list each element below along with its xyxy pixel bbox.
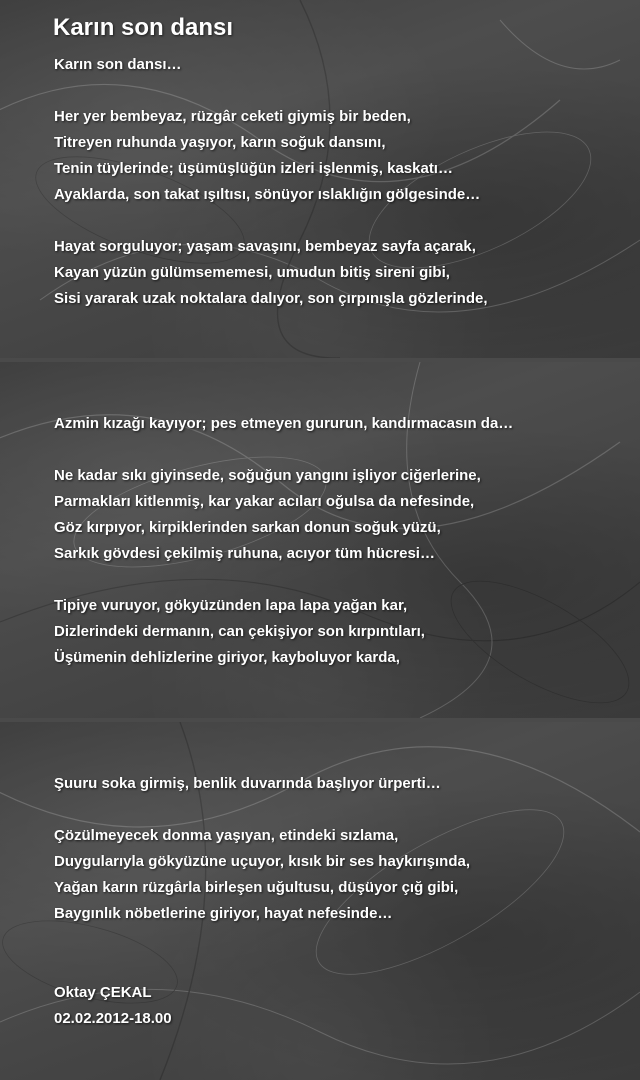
poem-panel-3 bbox=[0, 722, 640, 1080]
poem-line: Titreyen ruhunda yaşıyor, karın soğuk dansını, bbox=[54, 134, 386, 151]
poem-line: Ayaklarda, son takat ışıltısı, sönüyor ıslaklığın gölgesinde… bbox=[54, 186, 481, 203]
poem-line: Göz kırpıyor, kirpiklerinden sarkan donun soğuk yüzü, bbox=[54, 519, 441, 536]
poem-line: Sisi yararak uzak noktalara dalıyor, son çırpınışla gözlerinde, bbox=[54, 290, 488, 307]
poem-line: Parmakları kitlenmiş, kar yakar acıları oğulsa da nefesinde, bbox=[54, 493, 475, 510]
poem-line: Tipiye vuruyor, gökyüzünden lapa lapa yağan kar, bbox=[54, 597, 408, 614]
poem-author: Oktay ÇEKAL bbox=[54, 984, 152, 1001]
poem-panel-1 bbox=[0, 0, 640, 358]
poem-line: Kayan yüzün gülümsememesi, umudun bitiş sireni gibi, bbox=[54, 264, 450, 281]
poem-line: Dizlerindeki dermanın, can çekişiyor son kırpıntıları, bbox=[54, 623, 425, 640]
poem-subtitle: Karın son dansı… bbox=[54, 56, 182, 73]
poem-date: 02.02.2012-18.00 bbox=[54, 1010, 172, 1027]
poem-line: Çözülmeyecek donma yaşıyan, etindeki sızlama, bbox=[54, 827, 399, 844]
poem-title: Karın son dansı bbox=[53, 14, 234, 41]
poem-line: Azmin kızağı kayıyor; pes etmeyen gururun, kandırmacasın da… bbox=[54, 415, 514, 432]
poem-line: Hayat sorguluyor; yaşam savaşını, bembeyaz sayfa açarak, bbox=[54, 238, 476, 255]
poem-line: Sarkık gövdesi çekilmiş ruhuna, acıyor tüm hücresi… bbox=[54, 545, 435, 562]
poem-line: Tenin tüylerinde; üşümüşlüğün izleri işlenmiş, kaskatı… bbox=[54, 160, 453, 177]
poem-panel-2 bbox=[0, 362, 640, 718]
poem-line: Baygınlık nöbetlerine giriyor, hayat nefesinde… bbox=[54, 905, 393, 922]
poem-line: Her yer bembeyaz, rüzgâr ceketi giymiş bir beden, bbox=[54, 108, 411, 125]
poem-line: Şuuru soka girmiş, benlik duvarında başlıyor ürperti… bbox=[54, 775, 441, 792]
poem-line: Üşümenin dehlizlerine giriyor, kayboluyor karda, bbox=[54, 649, 400, 666]
poem-line: Ne kadar sıkı giyinsede, soğuğun yangını işliyor ciğerlerine, bbox=[54, 467, 481, 484]
poem-line: Duygularıyla gökyüzüne uçuyor, kısık bir ses haykırışında, bbox=[54, 853, 470, 870]
poem-line: Yağan karın rüzgârla birleşen uğultusu, düşüyor çığ gibi, bbox=[54, 879, 459, 896]
